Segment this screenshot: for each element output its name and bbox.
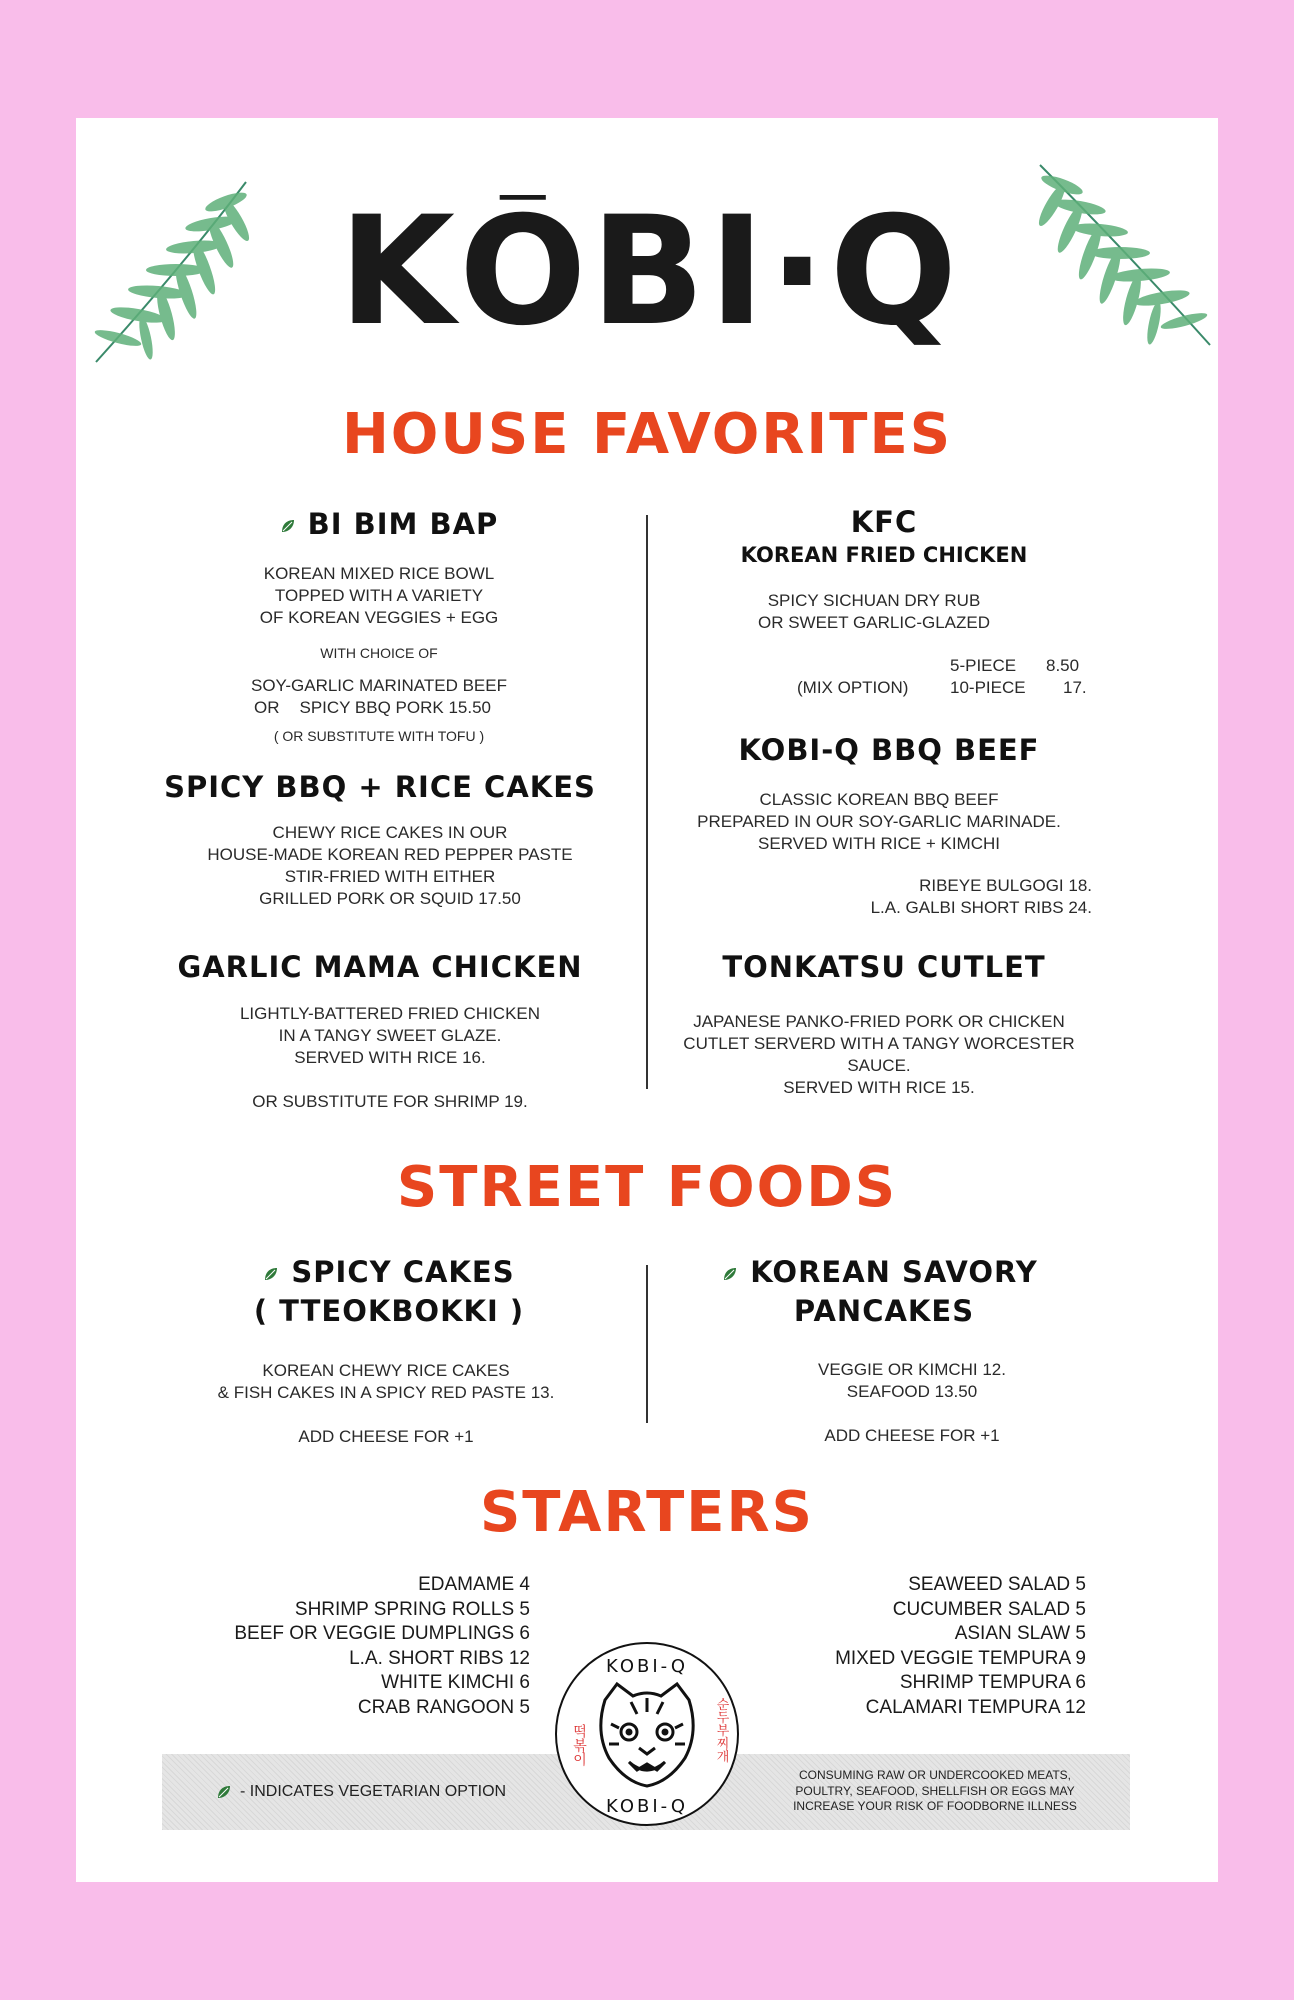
garlic-mama-desc-line: IN A TANGY SWEET GLAZE. <box>278 1026 502 1045</box>
column-divider <box>646 515 648 1089</box>
bibimbap-title-row <box>214 507 564 541</box>
pork-option: SPICY BBQ PORK 15.50 <box>299 698 491 717</box>
kobi-beef-galbi: L.A. GALBI SHORT RIBS 24. <box>870 898 1092 917</box>
starter-item: CALAMARI TEMPURA 12 <box>865 1696 1086 1718</box>
garlic-mama-title: GARLIC MAMA CHICKEN <box>177 950 583 984</box>
pancakes-desc-line: VEGGIE OR KIMCHI 12. <box>818 1360 1006 1379</box>
spicy-cakes-desc-line: & FISH CAKES IN A SPICY RED PASTE 13. <box>217 1383 555 1402</box>
starter-item: MIXED VEGGIE TEMPURA 9 <box>835 1647 1086 1669</box>
spicy-cakes-title-row <box>214 1255 564 1289</box>
food-warning-line: INCREASE YOUR RISK OF FOODBORNE ILLNESS <box>793 1799 1077 1813</box>
vegetarian-leaf-icon <box>263 1266 279 1282</box>
spicy-cakes-subtitle: ( TTEOKBOKKI ) <box>253 1294 525 1328</box>
food-warning <box>780 1768 1090 1815</box>
bibimbap-option-pork <box>254 697 491 719</box>
spicy-bbq-desc <box>180 822 600 910</box>
starters-left-list <box>70 1573 530 1720</box>
badge-top-text: KOBI-Q <box>606 1656 688 1677</box>
garlic-mama-shrimp: OR SUBSTITUTE FOR SHRIMP 19. <box>252 1092 528 1111</box>
kfc-10-piece-label: 10-PIECE <box>950 678 1026 697</box>
palm-leaf-right-icon <box>1030 155 1220 355</box>
starter-item: WHITE KIMCHI 6 <box>381 1672 530 1693</box>
spicy-cakes-title: SPICY CAKES <box>291 1255 515 1289</box>
veg-legend-text: - INDICATES VEGETARIAN OPTION <box>240 1783 507 1800</box>
pancakes-subtitle: PANCAKES <box>793 1294 975 1328</box>
kfc-mix-option: (MIX OPTION) <box>797 678 909 697</box>
logo-text: KŌBI·Q <box>338 195 962 350</box>
food-warning-line: CONSUMING RAW OR UNDERCOOKED MEATS, <box>798 1768 1071 1782</box>
kobi-beef-bulgogi: RIBEYE BULGOGI 18. <box>919 876 1092 895</box>
starter-item: ASIAN SLAW 5 <box>954 1623 1086 1644</box>
pancakes-desc-line: SEAFOOD 13.50 <box>846 1382 978 1401</box>
bibimbap-option-beef: SOY-GARLIC MARINATED BEEF <box>251 676 507 695</box>
spicy-bbq-desc-line: HOUSE-MADE KOREAN RED PEPPER PASTE <box>207 845 573 864</box>
kobi-beef-desc-line: CLASSIC KOREAN BBQ BEEF <box>759 790 999 809</box>
tonkatsu-desc <box>674 1011 1084 1099</box>
spicy-bbq-desc-line: GRILLED PORK OR SQUID 17.50 <box>259 889 521 908</box>
tonkatsu-title: TONKATSU CUTLET <box>722 950 1046 984</box>
bibimbap-desc-line: KOREAN MIXED RICE BOWL <box>263 564 495 583</box>
starter-item: CUCUMBER SALAD 5 <box>892 1598 1086 1620</box>
tonkatsu-desc-line: CUTLET SERVERD WITH A TANGY WORCESTER <box>683 1034 1075 1053</box>
kobi-beef-title: KOBI-Q BBQ BEEF <box>738 733 1040 767</box>
kobi-beef-desc <box>674 789 1084 855</box>
bibimbap-choice: WITH CHOICE OF <box>320 645 438 661</box>
garlic-mama-desc-line: LIGHTLY-BATTERED FRIED CHICKEN <box>239 1004 541 1023</box>
pancakes-addon: ADD CHEESE FOR +1 <box>824 1426 1000 1445</box>
tonkatsu-desc-line: SAUCE. <box>847 1056 911 1075</box>
kobi-beef-desc-line: SERVED WITH RICE + KIMCHI <box>758 834 1000 853</box>
starter-item: SHRIMP TEMPURA 6 <box>899 1672 1086 1693</box>
street-foods-heading: STREET FOODS <box>396 1155 898 1220</box>
palm-leaf-left-icon <box>76 172 256 382</box>
street-column-divider <box>646 1265 648 1423</box>
starter-item: EDAMAME 4 <box>418 1574 530 1595</box>
badge-bottom-text: KOBI-Q <box>606 1796 688 1817</box>
tonkatsu-desc-line: SERVED WITH RICE 15. <box>783 1078 975 1097</box>
pancakes-title: KOREAN SAVORY <box>750 1255 1038 1289</box>
starter-item: CRAB RANGOON 5 <box>357 1696 530 1718</box>
badge-right-korean: 순두부찌개 <box>713 1697 729 1763</box>
spicy-cakes-desc <box>186 1360 586 1404</box>
starter-item: BEEF OR VEGGIE DUMPLINGS 6 <box>234 1623 530 1644</box>
tonkatsu-desc-line: JAPANESE PANKO-FRIED PORK OR CHICKEN <box>693 1012 1065 1031</box>
or-label: OR <box>254 698 280 717</box>
vegetarian-leaf-icon <box>722 1266 738 1282</box>
bibimbap-desc <box>214 563 544 629</box>
starter-item: SHRIMP SPRING ROLLS 5 <box>294 1598 530 1620</box>
kfc-desc-line: SPICY SICHUAN DRY RUB <box>767 591 981 610</box>
veg-legend <box>216 1783 506 1801</box>
vegetarian-leaf-icon <box>280 518 296 534</box>
starter-item: L.A. SHORT RIBS 12 <box>349 1647 530 1669</box>
house-favorites-heading: HOUSE FAVORITES <box>341 402 953 467</box>
kfc-subtitle: KOREAN FRIED CHICKEN <box>740 543 1028 567</box>
pancakes-desc <box>712 1359 1112 1403</box>
garlic-mama-desc <box>180 1003 600 1069</box>
tiger-badge <box>553 1640 741 1828</box>
vegetarian-leaf-icon <box>216 1784 232 1800</box>
kfc-title: KFC <box>850 505 918 539</box>
badge-left-korean: 떡볶이 <box>571 1724 587 1766</box>
spicy-cakes-desc-line: KOREAN CHEWY RICE CAKES <box>262 1361 510 1380</box>
spicy-bbq-desc-line: CHEWY RICE CAKES IN OUR <box>272 823 508 842</box>
kfc-desc <box>684 590 1064 634</box>
garlic-mama-desc-line: SERVED WITH RICE 16. <box>294 1048 486 1067</box>
bibimbap-desc-line: OF KOREAN VEGGIES + EGG <box>259 608 499 627</box>
kfc-10-piece-price: 17. <box>1063 678 1087 697</box>
bibimbap-desc-line: TOPPED WITH A VARIETY <box>274 586 484 605</box>
spicy-bbq-title: SPICY BBQ + RICE CAKES <box>164 770 596 804</box>
food-warning-line: POULTRY, SEAFOOD, SHELLFISH OR EGGS MAY <box>795 1783 1075 1798</box>
kobi-beef-desc-line: PREPARED IN OUR SOY-GARLIC MARINADE. <box>697 812 1061 831</box>
pancakes-title-row <box>680 1255 1080 1289</box>
starter-item: SEAWEED SALAD 5 <box>908 1574 1086 1595</box>
bibimbap-title: BI BIM BAP <box>307 507 499 541</box>
brand-logo <box>270 195 1030 350</box>
bibimbap-tofu: ( OR SUBSTITUTE WITH TOFU ) <box>273 728 485 744</box>
kfc-5-piece-price: 8.50 <box>1046 656 1080 675</box>
kfc-5-piece-label: 5-PIECE <box>950 656 1017 675</box>
kfc-desc-line: OR SWEET GARLIC-GLAZED <box>757 613 991 632</box>
spicy-bbq-desc-line: STIR-FRIED WITH EITHER <box>284 867 496 886</box>
spicy-cakes-addon: ADD CHEESE FOR +1 <box>298 1427 474 1446</box>
starters-heading: STARTERS <box>479 1480 815 1545</box>
